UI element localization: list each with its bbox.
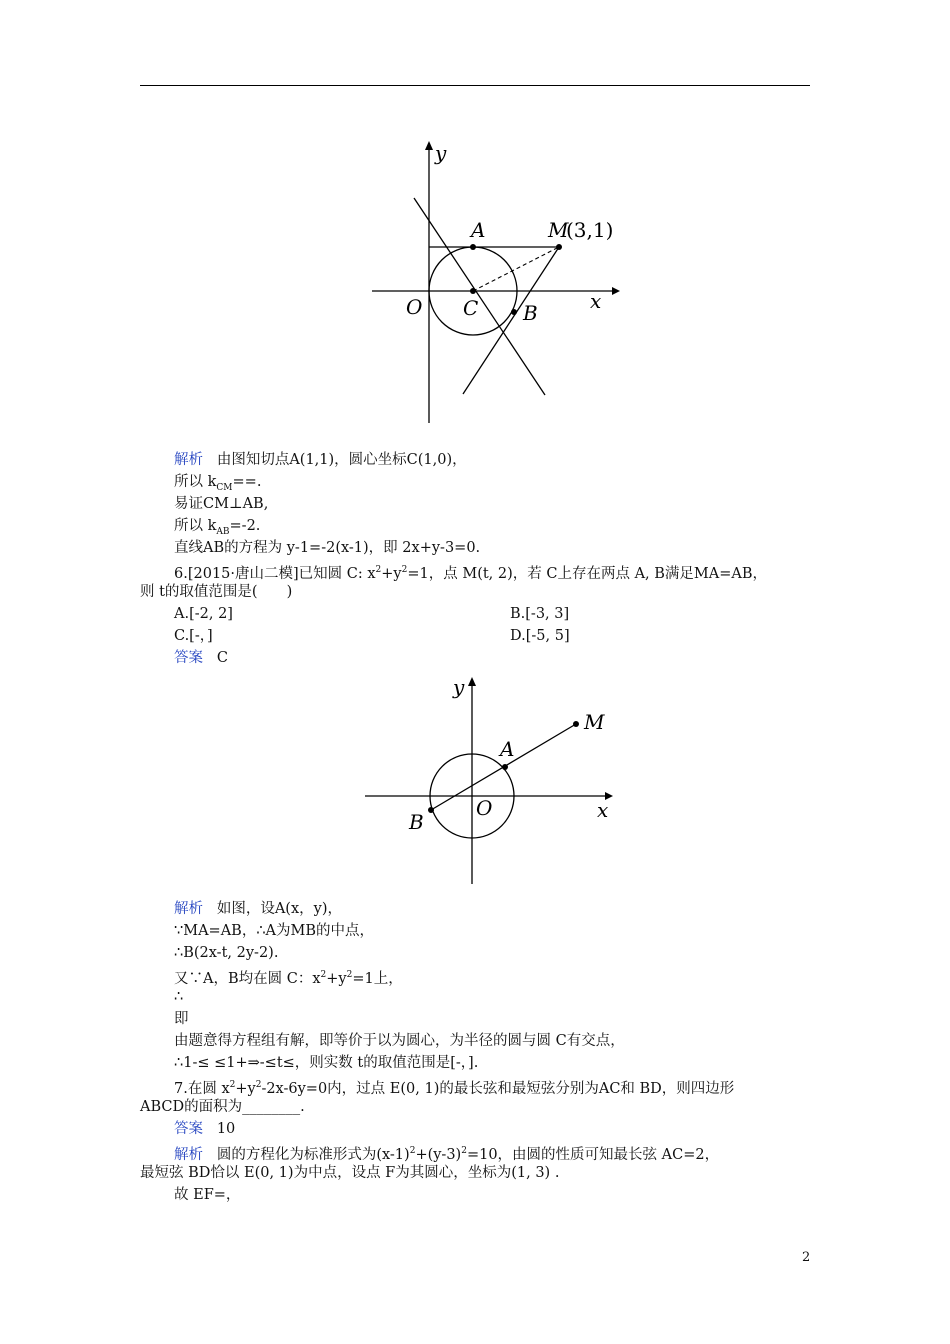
figure-chord-MB xyxy=(355,672,625,887)
answer-label: 答案 xyxy=(174,650,203,666)
point-M-dot xyxy=(573,721,579,727)
origin-label: O xyxy=(476,796,493,820)
option-B: B.[-3, 3] xyxy=(510,606,570,622)
solution-2-line-8: ∴1-≤ ≤1+⇒-≤t≤，则实数 t的取值范围是[-，]. xyxy=(174,1055,479,1071)
point-M-coords: (3,1) xyxy=(566,218,614,242)
point-A-dot xyxy=(502,764,508,770)
answer-value: C xyxy=(216,650,228,666)
answer-label: 答案 xyxy=(174,1121,203,1137)
option-D: D.[-5, 5] xyxy=(510,628,570,644)
option-C: C.[-，] xyxy=(174,628,213,644)
point-A-label: A xyxy=(500,737,515,761)
page-number: 2 xyxy=(802,1250,811,1265)
solution-2-line-6: 即 xyxy=(174,1011,189,1027)
question-7-solution-line-3: 故 EF=， xyxy=(174,1187,241,1203)
question-6-line-1: 6.[2015·唐山二模]已知圆 C: $x^2+y^2=1$，点 M(t, 2)，若 C上存在两点 A, B满足MA=AB， xyxy=(174,565,768,582)
solution-text: 由图知切点A(1,1)，圆心坐标C(1,0)， xyxy=(216,452,467,468)
x-axis-label: x xyxy=(590,289,602,313)
point-B-dot xyxy=(428,807,434,813)
point-B-label: B xyxy=(409,810,424,834)
x-axis-label: x xyxy=(597,798,609,822)
y-axis-arrow xyxy=(425,141,433,150)
solution-1-line-4: 所以 $k_{AB}=-2$. xyxy=(174,518,261,537)
solution-label: 解析 xyxy=(174,901,203,917)
point-C-dot xyxy=(470,288,476,294)
question-6-options-row-1 xyxy=(174,603,233,625)
origin-label: O xyxy=(406,295,423,319)
point-B-label: B xyxy=(523,301,538,325)
solution-2-line-3: ∴B(2x-t, 2y-2). xyxy=(174,945,279,961)
question-6-answer xyxy=(174,647,228,669)
point-C-label: C xyxy=(463,296,479,320)
question-7-answer xyxy=(174,1118,235,1140)
solution-1-line-2: 所以 $k_{CM}==$. xyxy=(174,474,262,493)
solution-2-line-7: 由题意得方程组有解，即等价于以为圆心，为半径的圆与圆 C有交点， xyxy=(174,1033,625,1049)
answer-value: 10 xyxy=(216,1121,236,1137)
solution-1-line-1 xyxy=(140,449,467,471)
question-6-line-2: 则 t的取值范围是( ) xyxy=(140,584,293,600)
point-M-dot xyxy=(556,244,562,250)
option-A: A.[-2, 2] xyxy=(174,606,233,622)
header-rule xyxy=(140,85,810,86)
solution-2-line-4: 又∵A，B均在圆 C：$x^2+y^2=1$上， xyxy=(174,970,403,987)
question-7-line-1: 7.在圆 $x^2+y^2-2x-6y=0$内，过点 E(0, 1)的最长弦和最短弦分别为AC和 BD，则四边形 xyxy=(174,1080,735,1097)
question-7-solution-line-1: 解析 圆的方程化为标准形式为$(x-1)^2+(y-3)^2=10$，由圆的性质可知最长弦 AC=2， xyxy=(174,1146,720,1163)
solution-2-line-1: 解析 如图，设A(x，y)， xyxy=(174,901,342,917)
question-7-solution-line-2: 最短弦 BD恰以 E(0, 1)为中点，设点 F为其圆心，坐标为(1, 3) . xyxy=(140,1165,560,1181)
x-axis-arrow xyxy=(612,287,620,295)
figure-tangent-lines xyxy=(360,138,620,428)
solution-label: 解析 xyxy=(174,452,203,468)
solution-label: 解析 xyxy=(174,1146,203,1163)
point-A-dot xyxy=(470,244,476,250)
y-axis-arrow xyxy=(468,677,476,686)
y-axis-label: y xyxy=(453,675,465,699)
point-M-label: M xyxy=(548,218,569,242)
point-M-label: M xyxy=(584,710,605,734)
point-B-dot xyxy=(511,309,517,315)
solution-2-line-5: ∴ xyxy=(174,989,184,1005)
solution-1-line-3: 易证CM⊥AB, xyxy=(174,496,269,512)
solution-1-line-5: 直线AB的方程为 y-1=-2(x-1)，即 2x+y-3=0. xyxy=(174,540,481,556)
y-axis-label: y xyxy=(435,141,447,165)
question-7-line-2: ABCD的面积为________. xyxy=(140,1099,305,1115)
point-A-label: A xyxy=(471,218,486,242)
solution-2-line-2: ∵MA=AB，∴A为MB的中点， xyxy=(174,923,375,939)
